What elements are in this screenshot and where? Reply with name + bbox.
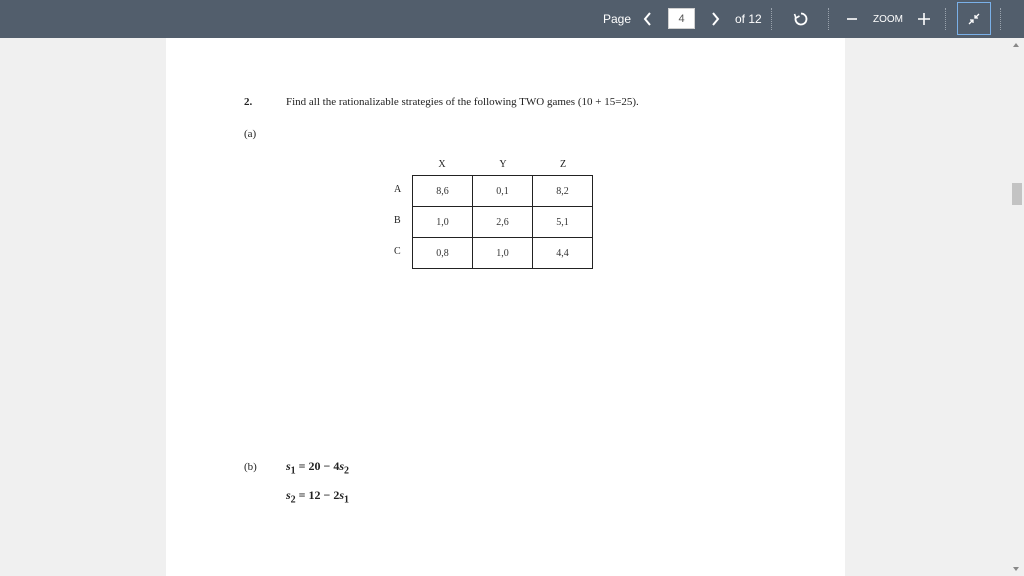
toolbar-divider	[945, 8, 946, 30]
table-row	[413, 238, 593, 269]
minus-icon	[846, 13, 858, 25]
table-row	[413, 207, 593, 238]
payoff-cell: 1,0	[473, 238, 533, 269]
eq2-lhs: s	[286, 488, 291, 502]
page-label: Page	[603, 12, 632, 26]
part-b-label: (b)	[244, 461, 257, 473]
payoff-cell: 0,8	[413, 238, 473, 269]
column-label-x: X	[438, 159, 446, 170]
vertical-scrollbar[interactable]	[1008, 38, 1024, 576]
scrollbar-thumb[interactable]	[1012, 183, 1022, 205]
payoff-cell: 2,6	[473, 207, 533, 238]
zoom-out-button[interactable]	[842, 9, 862, 29]
question-number: 2.	[244, 96, 253, 108]
row-label-c: C	[394, 246, 401, 257]
eq1-var: s	[339, 459, 345, 473]
payoff-cell: 1,0	[413, 207, 473, 238]
next-page-button[interactable]	[705, 9, 725, 29]
exit-fullscreen-button[interactable]	[957, 2, 991, 35]
eq2-var-sub: 1	[344, 494, 350, 506]
scroll-down-arrow-icon[interactable]	[1013, 567, 1019, 571]
zoom-in-button[interactable]	[914, 9, 934, 29]
payoff-cell: 4,4	[533, 238, 593, 269]
equation-2	[286, 488, 349, 505]
eq2-rhs: = 12 − 2	[295, 488, 340, 502]
page-count: of 12	[735, 12, 762, 26]
rotate-button[interactable]	[791, 9, 811, 29]
chevron-right-icon	[710, 12, 720, 26]
eq1-rhs: = 20 − 4	[295, 459, 340, 473]
toolbar-divider	[771, 8, 772, 30]
eq2-var: s	[339, 488, 345, 502]
row-label-a: A	[394, 184, 402, 195]
payoff-matrix	[412, 175, 593, 269]
eq1-lhs: s	[286, 459, 291, 473]
document-viewer	[0, 38, 1024, 576]
document-page	[166, 38, 845, 576]
question-text: Find all the rationalizable strategies of the following TWO games (10 + 15=25).	[286, 96, 639, 108]
toolbar-divider	[828, 8, 829, 30]
row-label-b: B	[394, 215, 401, 226]
equation-1	[286, 459, 349, 476]
zoom-label: ZOOM	[873, 14, 903, 25]
toolbar	[0, 0, 1024, 38]
column-label-z: Z	[559, 159, 567, 170]
collapse-icon	[966, 11, 982, 27]
part-a-label: (a)	[244, 128, 257, 140]
eq2-lhs-sub: 2	[290, 494, 296, 506]
payoff-cell: 5,1	[533, 207, 593, 238]
payoff-cell: 8,2	[533, 176, 593, 207]
toolbar-divider	[1000, 8, 1001, 30]
payoff-cell: 8,6	[413, 176, 473, 207]
previous-page-button[interactable]	[638, 9, 658, 29]
table-row	[413, 176, 593, 207]
eq1-lhs-sub: 1	[290, 465, 296, 477]
column-label-y: Y	[499, 159, 507, 170]
page-number-input[interactable]	[668, 8, 695, 29]
rotate-icon	[793, 11, 809, 27]
eq1-var-sub: 2	[344, 465, 350, 477]
scroll-up-arrow-icon[interactable]	[1013, 43, 1019, 47]
plus-icon	[917, 12, 931, 26]
payoff-cell: 0,1	[473, 176, 533, 207]
chevron-left-icon	[643, 12, 653, 26]
